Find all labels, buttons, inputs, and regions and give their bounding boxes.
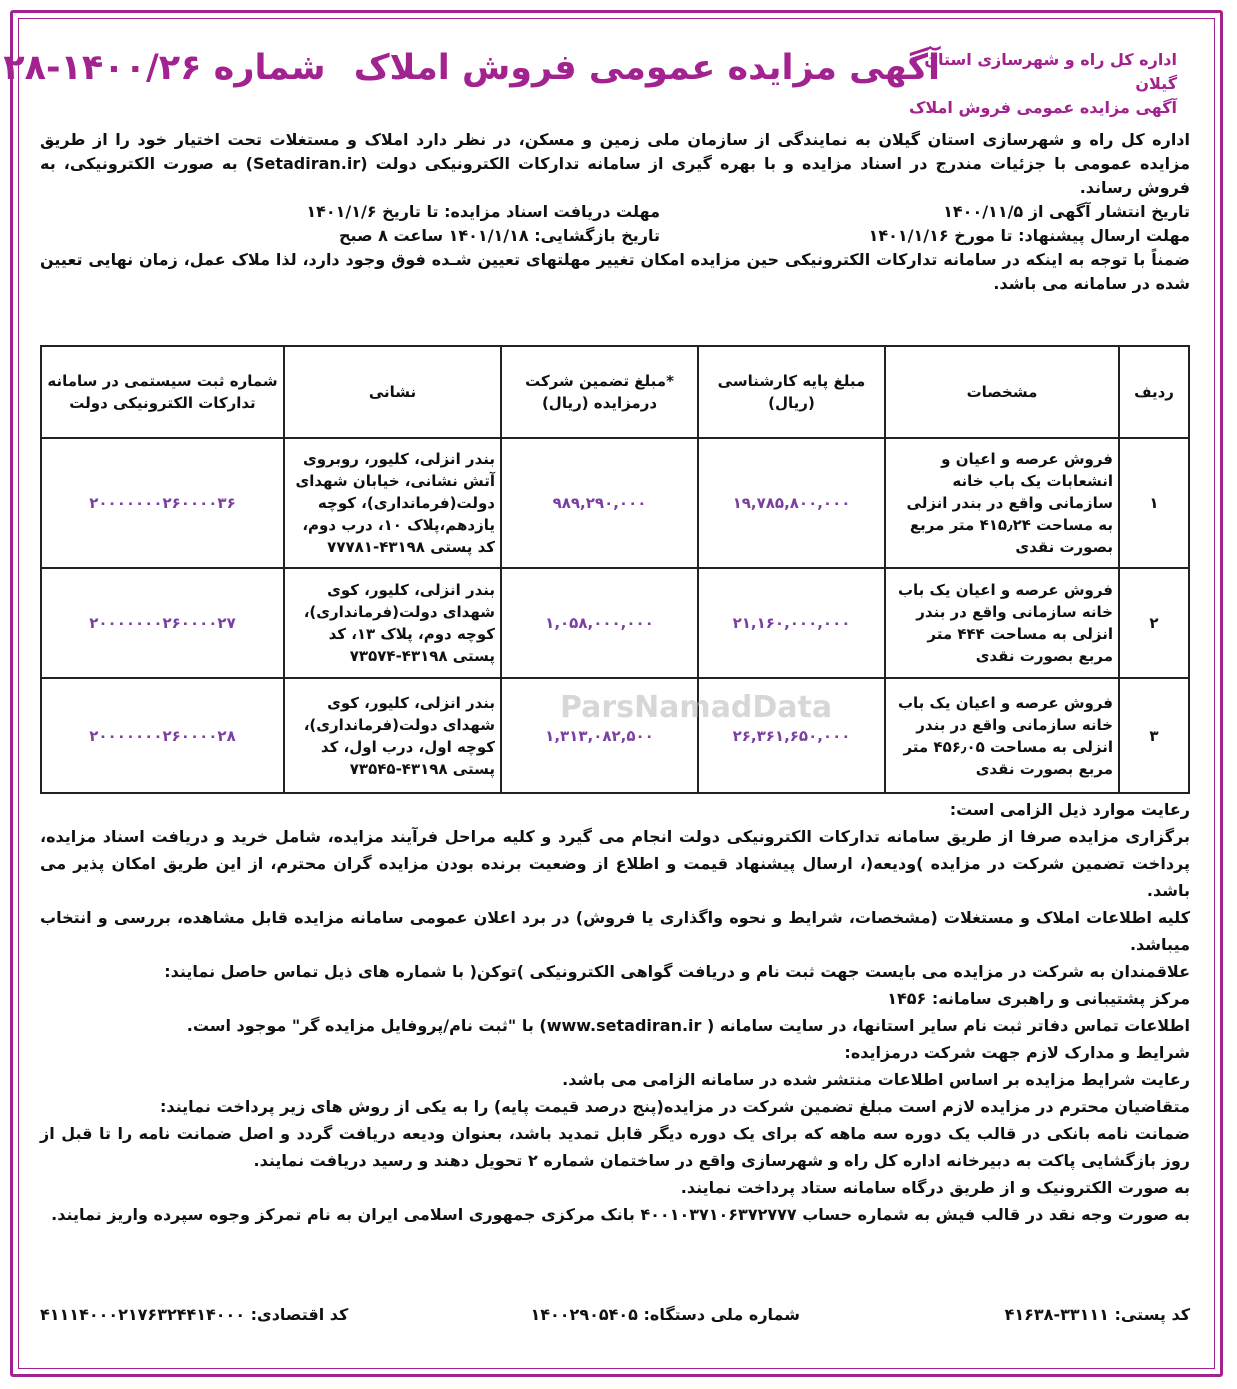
condition-text: به صورت الکترونیک و از طریق درگاه سامانه ستاد پرداخت نمایند. <box>680 1178 1190 1197</box>
col-reg-number: شماره ثبت سیستمی در سامانه تدارکات الکترونیکی دولت <box>41 346 284 438</box>
cell-row: ۱ <box>1119 438 1189 568</box>
col-guarantee: *مبلغ تضمین شرکت درمزایده (ریال) <box>501 346 698 438</box>
cell-reg-number: ۲۰۰۰۰۰۰۰۲۶۰۰۰۰۲۸ <box>41 678 284 793</box>
col-address: نشانی <box>284 346 501 438</box>
conditions-section <box>40 796 1190 1228</box>
opening-date: تاریخ بازگشایی: ۱۴۰۱/۱/۱۸ ساعت ۸ صبح <box>339 226 660 245</box>
cell-row: ۲ <box>1119 568 1189 678</box>
col-base-price: مبلغ پایه کارشناسی (ریال) <box>698 346 885 438</box>
cell-guarantee: ۱,۳۱۳,۰۸۲,۵۰۰ <box>501 678 698 793</box>
cell-guarantee: ۱,۰۵۸,۰۰۰,۰۰۰ <box>501 568 698 678</box>
footer <box>40 1305 1190 1333</box>
docs-deadline: مهلت دریافت اسناد مزایده: تا تاریخ ۱۴۰۱/۱/۶ <box>306 202 660 221</box>
condition-text: به صورت وجه نقد در قالب فیش به شماره حساب ۴۰۰۱۰۳۷۱۰۶۳۷۲۷۷۷ بانک مرکزی جمهوری اسلامی ایران به نام تمرکز وجوه سپرده واریز نمایند. <box>51 1205 1190 1224</box>
offer-deadline: مهلت ارسال پیشنهاد: تا مورخ ۱۴۰۱/۱/۱۶ <box>868 226 1190 245</box>
cell-address: بندر انزلی، کلیور، روبروی آتش نشانی، خیابان شهدای دولت(فرمانداری)، کوچه یازدهم،پلاک ۱۰، درب دوم، کد پستی ۴۳۱۹۸-۷۷۷۸۱ <box>284 438 501 568</box>
cell-reg-number: ۲۰۰۰۰۰۰۰۲۶۰۰۰۰۳۶ <box>41 438 284 568</box>
cell-address: بندر انزلی، کلیور، کوی شهدای دولت(فرمانداری)، کوچه دوم، پلاک ۱۳، کد پستی ۴۳۱۹۸-۷۳۵۷۴ <box>284 568 501 678</box>
condition-text: متقاضیان محترم در مزایده لازم است مبلغ تضمین شرکت در مزایده(پنج درصد قیمت پایه) را به یکی از روش های زیر پرداخت نمایند: <box>159 1097 1190 1116</box>
cell-spec: فروش عرصه و اعیان و انشعابات یک باب خانه سازمانی واقع در بندر انزلی به مساحت ۴۱۵٫۲۴ متر مربع بصورت نقدی <box>885 438 1119 568</box>
intro-paragraph: اداره کل راه و شهرسازی استان گیلان به نمایندگی از سازمان ملی زمین و مسکن، در نظر دارد املاک و مستغلات تحت اختیار خود را از طریق مزایده عمومی با جزئیات مندرج در اسناد مزایده و با بهره گیری از سامانه تدارکات الکترونیکی دولت (Setadiran.ir) به صورت الکترونیکی، به فروش رساند. <box>40 130 1190 197</box>
col-row: ردیف <box>1119 346 1189 438</box>
watermark: ParsNamadData <box>560 690 833 725</box>
condition-text: برگزاری مزایده صرفا از طریق سامانه تدارکات الکترونیکی دولت انجام می گیرد و کلیه مراحل فرآیند مزایده، شامل خرید و دریافت اسناد مزایده، پرداخت تضمین شرکت در مزایده )ودیعه(، ارسال پیشنهاد قیمت و اطلاع از وضعیت برنده بودن مزایده گران محترم، از این طریق امکان پذیر می باشد. <box>40 827 1190 900</box>
dates-row-1 <box>40 200 1190 224</box>
cell-address: بندر انزلی، کلیور، کوی شهدای دولت(فرمانداری)، کوچه اول، درب اول، کد پستی ۴۳۱۹۸-۷۳۵۴۵ <box>284 678 501 793</box>
title-text: آگهی مزایده عمومی فروش املاک <box>353 48 940 88</box>
publish-date: تاریخ انتشار آگهی از ۱۴۰۰/۱۱/۵ <box>943 202 1190 221</box>
condition-text: رعایت شرایط مزایده بر اساس اطلاعات منتشر شده در سامانه الزامی می باشد. <box>562 1070 1190 1089</box>
org-line-1: اداره کل راه و شهرسازی استان گیلان <box>924 50 1177 93</box>
col-spec: مشخصات <box>885 346 1119 438</box>
tender-number: شماره ۱۴۰۰/۲۶-۲۸ <box>3 48 326 88</box>
cell-guarantee: ۹۸۹,۲۹۰,۰۰۰ <box>501 438 698 568</box>
auction-table <box>40 345 1190 794</box>
cell-base-price: ۱۹,۷۸۵,۸۰۰,۰۰۰ <box>698 438 885 568</box>
table-row <box>41 438 1189 568</box>
support-center: مرکز پشتیبانی و راهبری سامانه: ۱۴۵۶ <box>887 989 1190 1008</box>
cell-reg-number: ۲۰۰۰۰۰۰۰۲۶۰۰۰۰۲۷ <box>41 568 284 678</box>
condition-text: ضمانت نامه بانکی در قالب یک دوره سه ماهه که برای یک دوره دیگر قابل تمدید باشد، بعنوان ودیعه دریافت گردد و اصل ضمانت نامه را تا قبل از روز بازگشایی پاکت به دبیرخانه اداره کل راه و شهرسازی واقع در ساختمان شماره ۲ تحویل دهند و رسید دریافت نمایند. <box>40 1124 1190 1170</box>
requirements-heading: شرایط و مدارک لازم جهت شرکت درمزایده: <box>844 1043 1190 1062</box>
condition-text: کلیه اطلاعات املاک و مستغلات (مشخصات، شرایط و نحوه واگذاری یا فروش) در برد اعلان عمومی سامانه مزایده قابل مشاهده، بررسی و انتخاب میباشد. <box>40 908 1190 954</box>
condition-text: اطلاعات تماس دفاتر ثبت نام سایر استانها، در سایت سامانه ( www.setadiran.ir) با "ثبت نام/پروفایل مزایده گر" موجود است. <box>186 1016 1190 1035</box>
dates-row-2 <box>40 224 1190 248</box>
condition-text: علاقمندان به شرکت در مزایده می بایست جهت ثبت نام و دریافت گواهی الکترونیکی )توکن( با شماره های ذیل تماس حاصل نمایند: <box>164 962 1190 981</box>
national-id: شماره ملی دستگاه: ۱۴۰۰۲۹۰۵۴۰۵ <box>530 1305 800 1324</box>
postal-code: کد پستی: ۳۳۱۱۱-۴۱۶۳۸ <box>1004 1305 1190 1324</box>
cell-base-price: ۲۶,۳۶۱,۶۵۰,۰۰۰ <box>698 678 885 793</box>
cell-base-price: ۲۱,۱۶۰,۰۰۰,۰۰۰ <box>698 568 885 678</box>
cell-row: ۳ <box>1119 678 1189 793</box>
page-title <box>3 48 940 88</box>
intro-note: ضمناً با توجه به اینکه در سامانه تدارکات الکترونیکی حین مزایده امکان تغییر مهلتهای تعیین شـده فوق وجود دارد، لذا ملاک عمل، زمان نهایی تعیین شده در سامانه می باشد. <box>40 250 1190 293</box>
table-header-row <box>41 346 1189 438</box>
org-line-2: آگهی مزایده عمومی فروش املاک <box>908 98 1177 117</box>
economic-code: کد اقتصادی: ۴۱۱۱۴۰۰۰۲۱۷۶۳۲۴۴۱۴۰۰۰ <box>40 1305 349 1324</box>
table-row <box>41 568 1189 678</box>
cell-spec: فروش عرصه و اعیان یک باب خانه سازمانی واقع در بندر انزلی به مساحت ۴۵۶٫۰۵ متر مربع بصورت نقدی <box>885 678 1119 793</box>
conditions-heading: رعایت موارد ذیل الزامی است: <box>949 800 1190 819</box>
intro-section <box>40 128 1190 296</box>
cell-spec: فروش عرصه و اعیان یک باب خانه سازمانی واقع در بندر انزلی به مساحت ۴۴۴ متر مربع بصورت نقدی <box>885 568 1119 678</box>
